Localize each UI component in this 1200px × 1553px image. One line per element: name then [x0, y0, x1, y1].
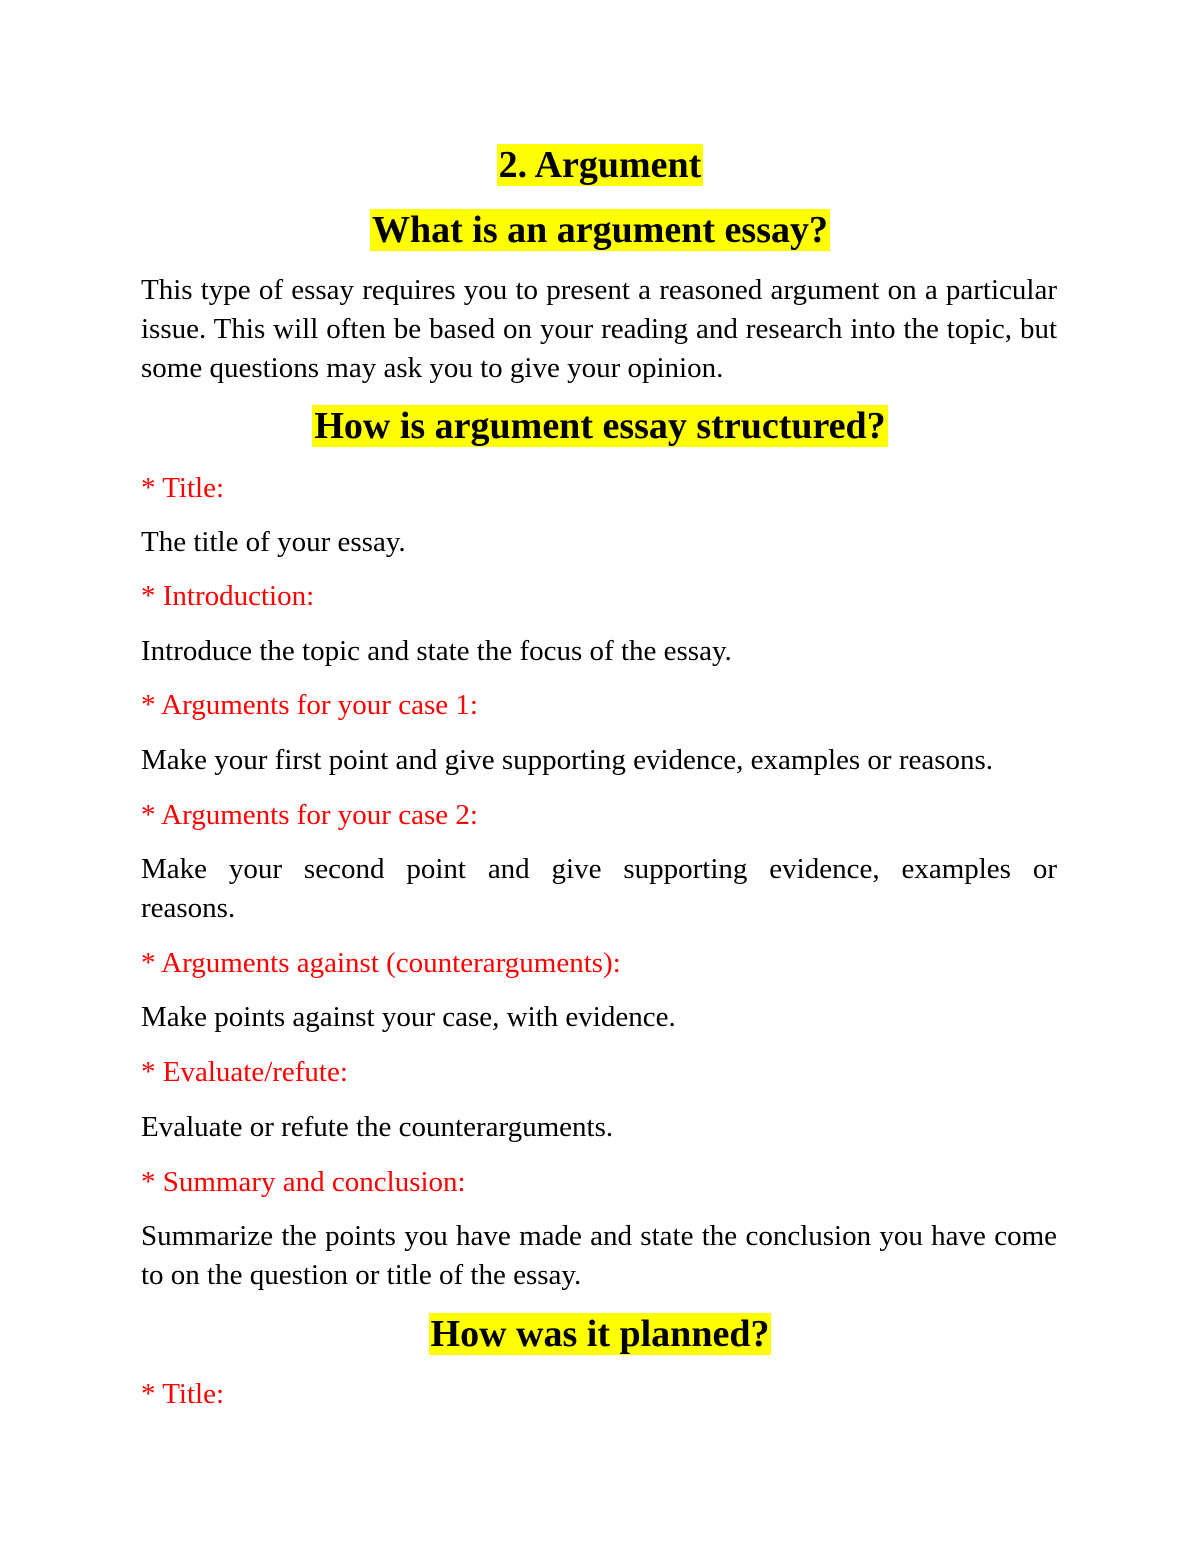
- section-heading: [0, 142, 1200, 188]
- item-text: Make points against your case, with evidence.: [141, 1001, 676, 1033]
- item-text: Make your first point and give supporting evidence, examples or reasons.: [141, 744, 994, 776]
- item-text: Summarize the points you have made and state the conclusion you have come to on the question or title of the essay.: [141, 1220, 1057, 1291]
- question-heading-3: [0, 1311, 1200, 1357]
- item-label: * Arguments for your case 2:: [141, 799, 478, 831]
- heading-text: How is argument essay structured?: [314, 405, 886, 447]
- heading-text: How was it planned?: [430, 1313, 770, 1355]
- question-heading-2: [0, 403, 1200, 449]
- item-text: Evaluate or refute the counterarguments.: [141, 1111, 614, 1143]
- heading-text: What is an argument essay?: [371, 209, 829, 251]
- question-heading-1: [0, 207, 1200, 253]
- item-label: * Introduction:: [141, 580, 315, 612]
- heading-text: 2. Argument: [498, 144, 702, 186]
- item-label: * Evaluate/refute:: [141, 1056, 348, 1088]
- item-text: Introduce the topic and state the focus of the essay.: [141, 635, 732, 667]
- item-text: The title of your essay.: [141, 526, 406, 558]
- item-label: * Summary and conclusion:: [141, 1166, 466, 1198]
- item-label: * Title:: [141, 472, 225, 504]
- item-label: * Arguments against (counterarguments):: [141, 947, 621, 979]
- item-label: * Title:: [141, 1378, 225, 1410]
- item-label: * Arguments for your case 1:: [141, 689, 478, 721]
- item-text: Make your second point and give supporting evidence, examples or reasons.: [141, 853, 1057, 924]
- intro-paragraph: This type of essay requires you to present a reasoned argument on a particular issue. This will often be based on your reading and research into the topic, but some questions may ask you to give your opinion.: [141, 274, 1057, 384]
